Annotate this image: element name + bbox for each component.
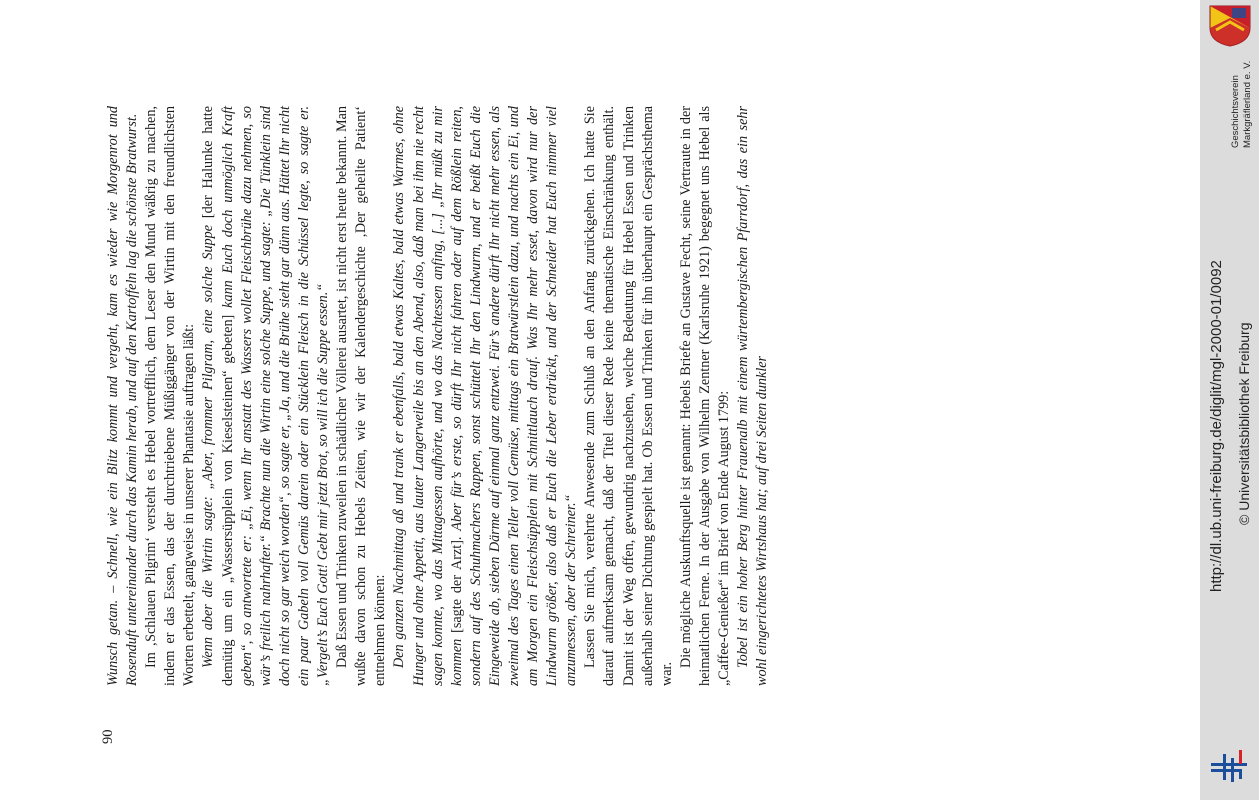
paragraph-4: Daß Essen und Trinken zuweilen in schädlicher Völlerei ausartet, ist nicht erst heute bekannt. Man wußte davon schon zu Hebels Zeiten, wie wir der Kalendergeschichte ‚Der geheilte Patient‘ entnehmen können: bbox=[334, 106, 389, 686]
quote-text: Wenn aber die Wirtin sagte: „Aber, frommer Pilgram, eine solche Suppe bbox=[200, 224, 217, 668]
quote-text: kann Euch doch unmöglich Kraft geben“, so antwortete er: „Ei, wenn Ihr anstatt des Wassers wollet Fleischbrühe dazu nehmen, so wär’s freilich nahrhafter.“ Brachte nun die Wirtin eine solche Suppe, und sagte: „Die Tünklein sind doch nicht so gar weich worden“, so sagte er, „Ja, und die Brühe sieht gar dünn aus. Hättet Ihr nicht ein paar Gabeln voll Gemüs darein oder ein Stücklein Fleisch in die Schüssel legte, so sagte er. „Vergelt’s Euch Gott! Gebt mir jetzt Brot, so will ich die Suppe essen.“ bbox=[219, 106, 332, 686]
coat-of-arms-icon bbox=[1206, 4, 1254, 48]
paragraph-quote-8: Tobel ist ein hoher Berg hinter Frauenalb mit einem würtembergischen Pfarrdorf, das ein sehr wohl eingerichtetes Wirtshaus hat; auf drei Seiten dunkler bbox=[735, 106, 771, 686]
paragraph-6: Lassen Sie mich, verehrte Anwesende zum Schluß an den Anfang zurückgehen. Ich hatte Sie darauf aufmerksam gemacht, daß der Titel dieser Rede keine thematische Einschränkung enthält. Damit ist der Weg offen, gewundrig nachzusehen, welche Bedeutung für Hebel Essen und Trinken außerhalb seiner Dichtung gespielt hat. Ob Essen und Trinken für ihn überhaupt ein Gesprächsthema war. bbox=[582, 106, 675, 686]
paragraph-7: Die mögliche Auskunftsquelle ist genannt: Hebels Briefe an Gustave Fecht, seine Vertraute in der heimatlichen Ferne. In der Ausgabe von Wilhelm Zentner (Karlsruhe 1921) begegnet uns Hebel als „Caffee-Genießer“ im Brief von Ende August 1799: bbox=[677, 106, 732, 686]
paragraph-quote-1: Wunsch getan. – Schnell, wie ein Blitz kommt und vergeht, kam es wieder wie Morgenrot und Rosenduft untereinander durch das Kamin herab, und auf den Kartoffeln lag die schönste Bratwurst. bbox=[105, 106, 141, 686]
paragraph-quote-5 bbox=[390, 106, 581, 686]
quote-text: Aber für’s erste, so dürft Ihr nicht fahren oder auf dem Rößlein reiten, sondern auf des Schuhmachers Rappen, sonst schüttelt Ihr den Lindwurm, und er beißt Euch die Eingeweide ab, sieben Därme auf einmal ganz entzwei. Für’s andere dürft Ihr nicht mehr essen, als zweimal des Tages einen Teller voll Gemüse, mittags ein Bratwürstlein dazu, und nachts ein Ei, und am Morgen ein Fleischsüpplein mit Schnittlauch drauf. Was Ihr mehr esset, davon wird nur der Lindwurm größer, also daß er Euch die Leber erdrückt, und der Schneider hat Euch nimmer viel anzumessen, aber der Schreiner.“ bbox=[448, 106, 580, 686]
ub-freiburg-logo-icon bbox=[1209, 744, 1249, 784]
page-number: 90 bbox=[100, 729, 116, 744]
page-text-column bbox=[104, 106, 1064, 686]
editorial-note: [sagte der Arzt]. bbox=[448, 530, 465, 639]
viewer-sidebar bbox=[1200, 0, 1259, 800]
editorial-note: [der Halunke hatte demütig um ein „Wassersüpplein von Kieselsteinen“ gebeten] bbox=[200, 106, 236, 686]
paragraph-2: Im ‚Schlauen Pilgrim‘ versteht es Hebel vortrefflich, dem Leser den Mund wäßrig zu machen, indem er das Essen, das der durchtriebene Müßiggänger von der Wirtin mit den freundlichsten Worten erbettelt, gangweise in unserer Phantasie auftragen läßt: bbox=[143, 106, 198, 686]
rotated-sidebar-content bbox=[1200, 0, 1259, 800]
quote-text: Den ganzen Nachmittag aß und trank er ebenfalls, bald etwas Kaltes, bald etwas Warmes, ohne Hunger und ohne Appetit, aus lauter Langerweile bis an den Abend, also, daß man bei ihm nie recht sagen konnte, wo das Mittagessen aufhörte, und wo das Nachtessen anfing, [...] „Ihr müßt zu mir kommen bbox=[391, 106, 465, 686]
society-name-line2: Markgräflerland e. V. bbox=[1242, 60, 1253, 148]
paragraph-quote-3 bbox=[199, 106, 333, 686]
society-name-line1: Geschichtsverein bbox=[1230, 75, 1241, 148]
source-url[interactable]: http://dl.ub.uni-freiburg.de/diglit/mgl-2000-01/0092 bbox=[1208, 260, 1225, 592]
copyright-notice: © Universitätsbibliothek Freiburg bbox=[1236, 322, 1252, 525]
